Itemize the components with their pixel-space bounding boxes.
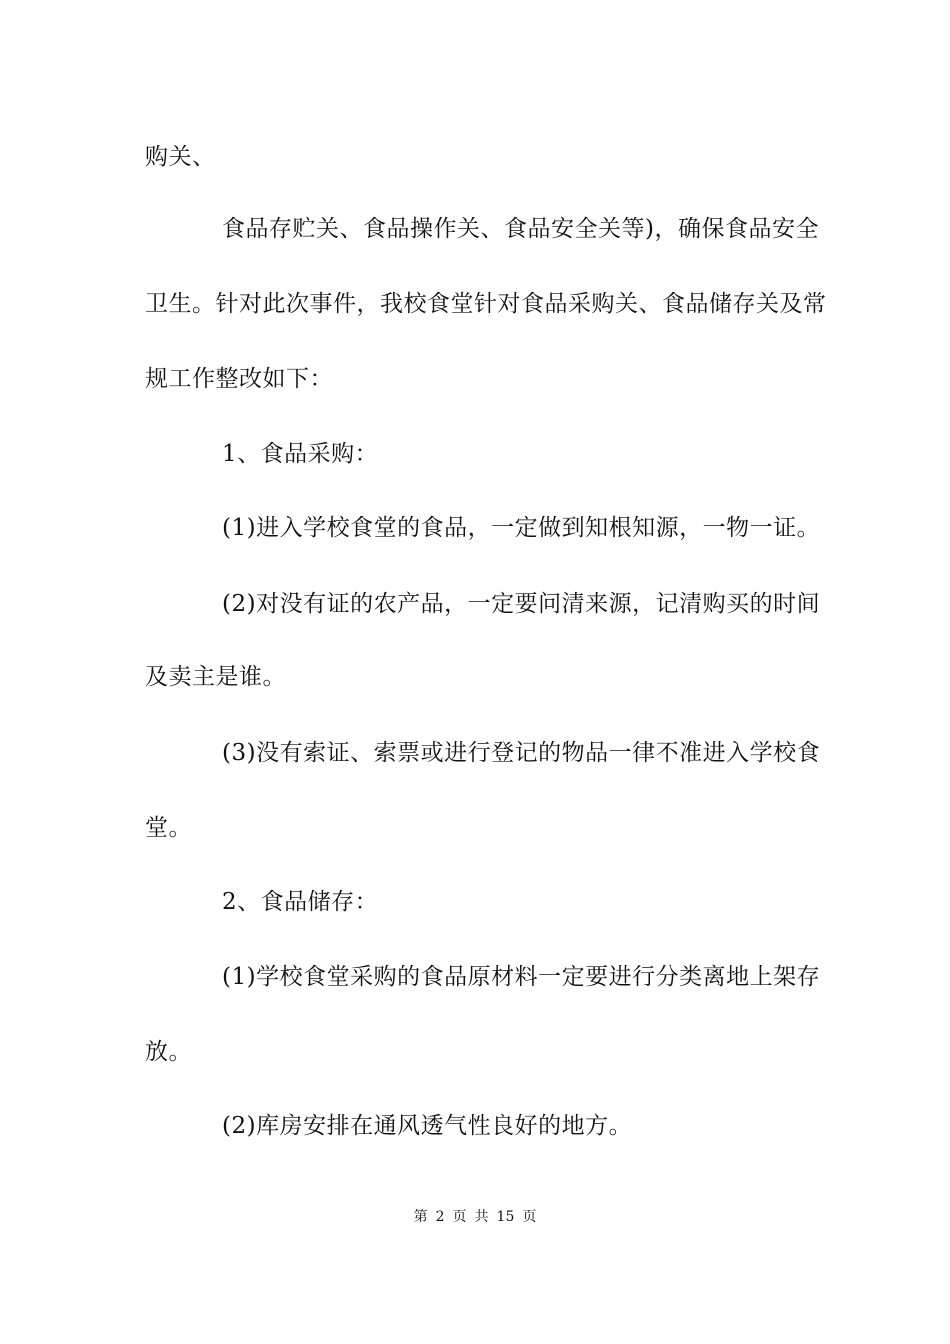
- paragraph-line: 卫生。针对此次事件，我校食堂针对食品采购关、食品储存关及常: [145, 291, 827, 317]
- list-item: (1)进入学校食堂的食品，一定做到知根知源，一物一证。: [222, 515, 821, 541]
- list-item: (2)对没有证的农产品，一定要问清来源，记清购买的时间: [222, 591, 821, 617]
- paragraph-line: 规工作整改如下：: [145, 366, 333, 392]
- section-heading: 2、食品储存：: [222, 889, 379, 915]
- paragraph-line: 堂。: [145, 815, 192, 841]
- footer-prefix: 第: [413, 1209, 428, 1225]
- paragraph-line: 放。: [145, 1039, 192, 1065]
- page-number-footer: [0, 1207, 950, 1227]
- paragraph-line: 食品存贮关、食品操作关、食品安全关等)，确保食品安全: [222, 216, 819, 242]
- list-item: (1)学校食堂采购的食品原材料一定要进行分类离地上架存: [222, 964, 821, 990]
- paragraph-line: 购关、: [145, 144, 216, 170]
- total-pages-number: 15: [496, 1209, 515, 1225]
- footer-suffix: 页: [522, 1209, 537, 1225]
- current-page-number: 2: [435, 1209, 445, 1225]
- section-heading: 1、食品采购：: [222, 441, 379, 467]
- footer-total-word: 共: [474, 1209, 489, 1225]
- list-item: (3)没有索证、索票或进行登记的物品一律不准进入学校食: [222, 740, 821, 766]
- list-item: (2)库房安排在通风透气性良好的地方。: [222, 1113, 633, 1139]
- footer-page-word: 页: [452, 1209, 467, 1225]
- paragraph-line: 及卖主是谁。: [145, 664, 286, 690]
